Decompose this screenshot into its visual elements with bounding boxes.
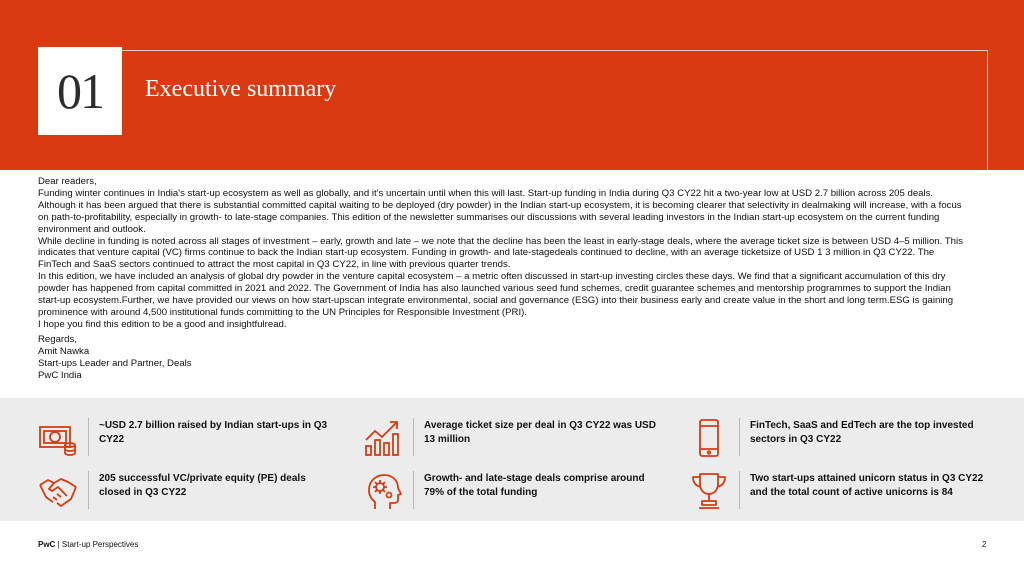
footer-publication: Start-up Perspectives: [61, 540, 139, 549]
stat-divider: [739, 418, 740, 456]
stat-divider: [413, 418, 414, 456]
stat-item: [38, 418, 339, 458]
stat-text: Two start-ups attained unicorn status in Q3 CY22 and the total count of active unicorns is 84: [750, 473, 984, 498]
letter-paragraph: In this edition, we have included an analysis of global dry powder in the venture capital ecosystem – a metric often discussed in start-up investing circles these days. We find that a significant accumulation of this dry powder has happened from capital committed in 2021 and 2022. The Government of India has also launched various seed fund schemes, credit guarantee schemes and mentorship programmes to support the Indian start-up ecosystem.Further, we have provided our views on how start-upscan integrate environmental, social and governance (ESG) into their business early and create value in the short and long term.ESG is gaining prominence with around 4,500 institutional funds committing to the UN Principles for Responsible Investment (PRI).: [38, 271, 954, 318]
signatory-role: Start-ups Leader and Partner, Deals: [38, 357, 192, 369]
growth-chart-icon: [363, 418, 403, 458]
footer-separator: |: [57, 540, 60, 549]
banner-frame-line: [112, 50, 987, 51]
stat-divider: [88, 418, 89, 456]
banner-frame-line: [987, 50, 988, 170]
stat-item: [689, 418, 990, 458]
mobile-phone-icon: [689, 418, 729, 458]
letter-paragraph: I hope you find this edition to be a good and insightfulread.: [38, 318, 287, 330]
stat-divider: [88, 471, 89, 509]
letter-body: [38, 176, 968, 381]
signatory-org: PwC India: [38, 369, 82, 381]
trophy-icon: [689, 471, 729, 511]
stat-text: FinTech, SaaS and EdTech are the top invested sectors in Q3 CY22: [750, 420, 974, 445]
money-icon: [38, 418, 78, 458]
letter-salutation: Dear readers,: [38, 176, 97, 187]
stat-divider: [413, 471, 414, 509]
signatory-name: Amit Nawka: [38, 345, 90, 357]
letter-paragraph: Funding winter continues in India's start-up ecosystem as well as globally, and it's uncertain until when this will last. Start-up funding in India during Q3 CY22 hit a two-year low at USD 2.7 billion across 205 deals. Although it has been argued that there is substantial committed capital waiting to be deployed (dry powder) in the Indian start-up ecosystem, it is becoming clearer that selectivity in dealmaking will increase, with a focus on path-to-profitability, especially in growth- to late-stage companies. This edition of the newsletter summarises our discussions with several leading investors in the Indian start-up ecosystem on the current funding environment and outlook.: [38, 187, 962, 235]
stat-text: ~USD 2.7 billion raised by Indian start-ups in Q3 CY22: [99, 420, 328, 445]
page-number: 2: [982, 540, 987, 549]
stat-divider: [739, 471, 740, 509]
footer: [38, 540, 138, 549]
head-gears-icon: [363, 471, 403, 511]
header-banner: [0, 0, 1024, 170]
stat-item: [363, 471, 664, 511]
handshake-icon: [38, 471, 78, 511]
stat-item: [38, 471, 339, 511]
page-title: Executive summary: [145, 76, 337, 102]
key-stats-panel: [0, 398, 1024, 521]
stat-item: [689, 471, 990, 511]
stat-text: 205 successful VC/private equity (PE) deals closed in Q3 CY22: [99, 473, 306, 498]
stat-item: [363, 418, 664, 458]
section-number-box: [38, 47, 122, 135]
stat-text: Average ticket size per deal in Q3 CY22 was USD 13 million: [424, 420, 656, 445]
section-number: 01: [57, 63, 103, 119]
letter-paragraph: While decline in funding is noted across all stages of investment – early, growth and late – we note that the decline has been the least in early-stage deals, where the average ticket size is between USD 4–5 million. This indicates that venture capital (VC) firms continue to back the Indian start-up ecosystem. Funding in growth- and late-stagedeals continued to decline, with an average ticketsize of USD 1 3 million in Q3 CY22. The FinTech and SaaS sectors continued to attract the most capital in Q3 CY22, in line with previous quarter trends.: [38, 235, 963, 271]
stat-text: Growth- and late-stage deals comprise around 79% of the total funding: [424, 473, 645, 498]
footer-brand: PwC: [38, 540, 56, 549]
letter-signoff: Regards,: [38, 333, 77, 345]
